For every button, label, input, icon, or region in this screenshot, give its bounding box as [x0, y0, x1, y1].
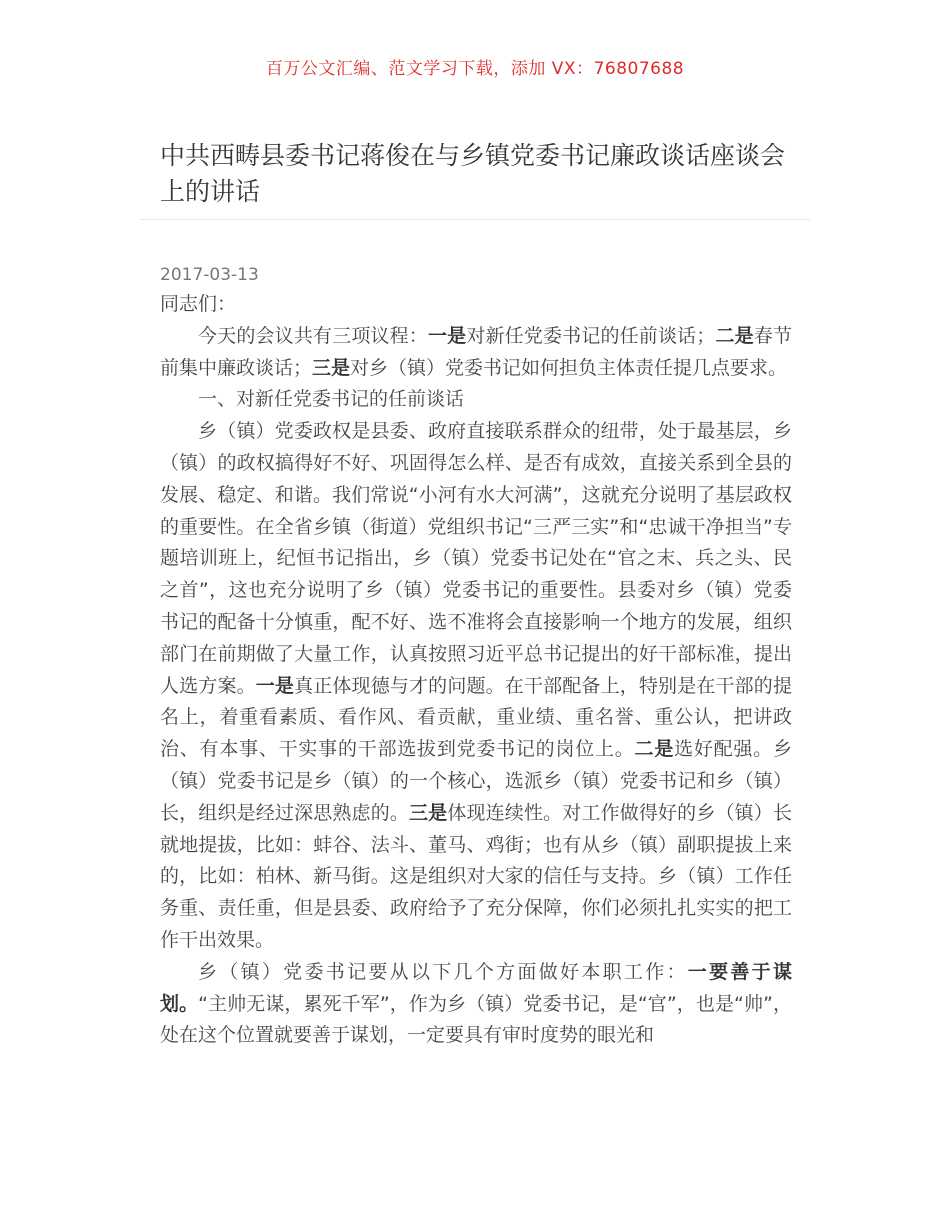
text-run: 真正体现德与才的问题。在干部配备上，特别是在干部的提名上，着重看素质、看作风、看贡献，重业绩、重名誉、重公认，把讲政治、有本事、干实事的干部选拔到党委书记的岗位上。 — [160, 674, 792, 761]
paragraph-agenda — [160, 321, 792, 385]
text-run: “主帅无谋，累死千军”，作为乡（镇）党委书记，是“官”，也是“帅”，处在这个位置就要善于谋划，一定要具有审时度势的眼光和 — [160, 992, 792, 1047]
paragraph-importance — [160, 416, 792, 957]
text-run: 选好配强。乡（镇）党委书记是乡（镇）的一个核心，选派乡（镇）党委书记和乡（镇）长，组织是经过深思熟虑的。 — [160, 738, 792, 824]
text-run: 春节前集中廉政谈话； — [160, 324, 792, 379]
bold-run: 一是 — [255, 674, 295, 697]
watermark-banner: 百万公文汇编、范文学习下载，添加 VX：76807688 — [265, 59, 685, 79]
bold-run: 一要善于谋划。 — [160, 960, 792, 1015]
text-run: 对乡（镇）党委书记如何担负主体责任提几点要求。 — [350, 356, 788, 379]
title-divider — [140, 219, 810, 220]
bold-run: 二是 — [715, 324, 754, 347]
bold-run: 三是 — [312, 356, 351, 379]
text-run: 体现连续性。对工作做得好的乡（镇）长就地提拔，比如：蚌谷、法斗、董马、鸡街；也有从乡（镇）副职提拔上来的，比如：柏林、新马街。这是组织对大家的信任与支持。乡（镇）工作任务重、责任重，但是县委、政府给予了充分保障，你们必须扎扎实实的把工作干出效果。 — [160, 801, 792, 951]
bold-run: 一是 — [427, 324, 467, 347]
salutation: 同志们： — [160, 293, 237, 315]
text-run: 对新任党委书记的任前谈话； — [466, 324, 716, 347]
text-run: 乡（镇）党委书记要从以下几个方面做好本职工作： — [198, 960, 688, 983]
publish-date: 2017-03-13 — [160, 265, 259, 285]
paragraph-duties — [160, 957, 792, 1052]
article-body — [160, 289, 792, 1052]
bold-run: 三是 — [409, 801, 448, 824]
text-run: 乡（镇）党委政权是县委、政府直接联系群众的纽带，处于最基层，乡（镇）的政权搞得好不好、巩固得怎么样、是否有成效，直接关系到全县的发展、稳定、和谐。我们常说“小河有水大河满”，这就充分说明了基层政权的重要性。在全省乡镇（街道）党组织书记“三严三实”和“忠诚干净担当”专题培训班上，纪恒书记指出，乡（镇）党委书记处在“官之末、兵之头、民之首”，这也充分说明了乡（镇）党委书记的重要性。县委对乡（镇）党委书记的配备十分慎重，配不好、选不准将会直接影响一个地方的发展，组织部门在前期做了大量工作，认真按照习近平总书记提出的好干部标准，提出人选方案。 — [160, 420, 792, 697]
article-title: 中共西畴县委书记蒋俊在与乡镇党委书记廉政谈话座谈会上的讲话 — [160, 141, 786, 206]
text-run: 今天的会议共有三项议程： — [198, 324, 428, 347]
section-heading: 一、对新任党委书记的任前谈话 — [198, 388, 465, 411]
bold-run: 二是 — [634, 738, 675, 761]
